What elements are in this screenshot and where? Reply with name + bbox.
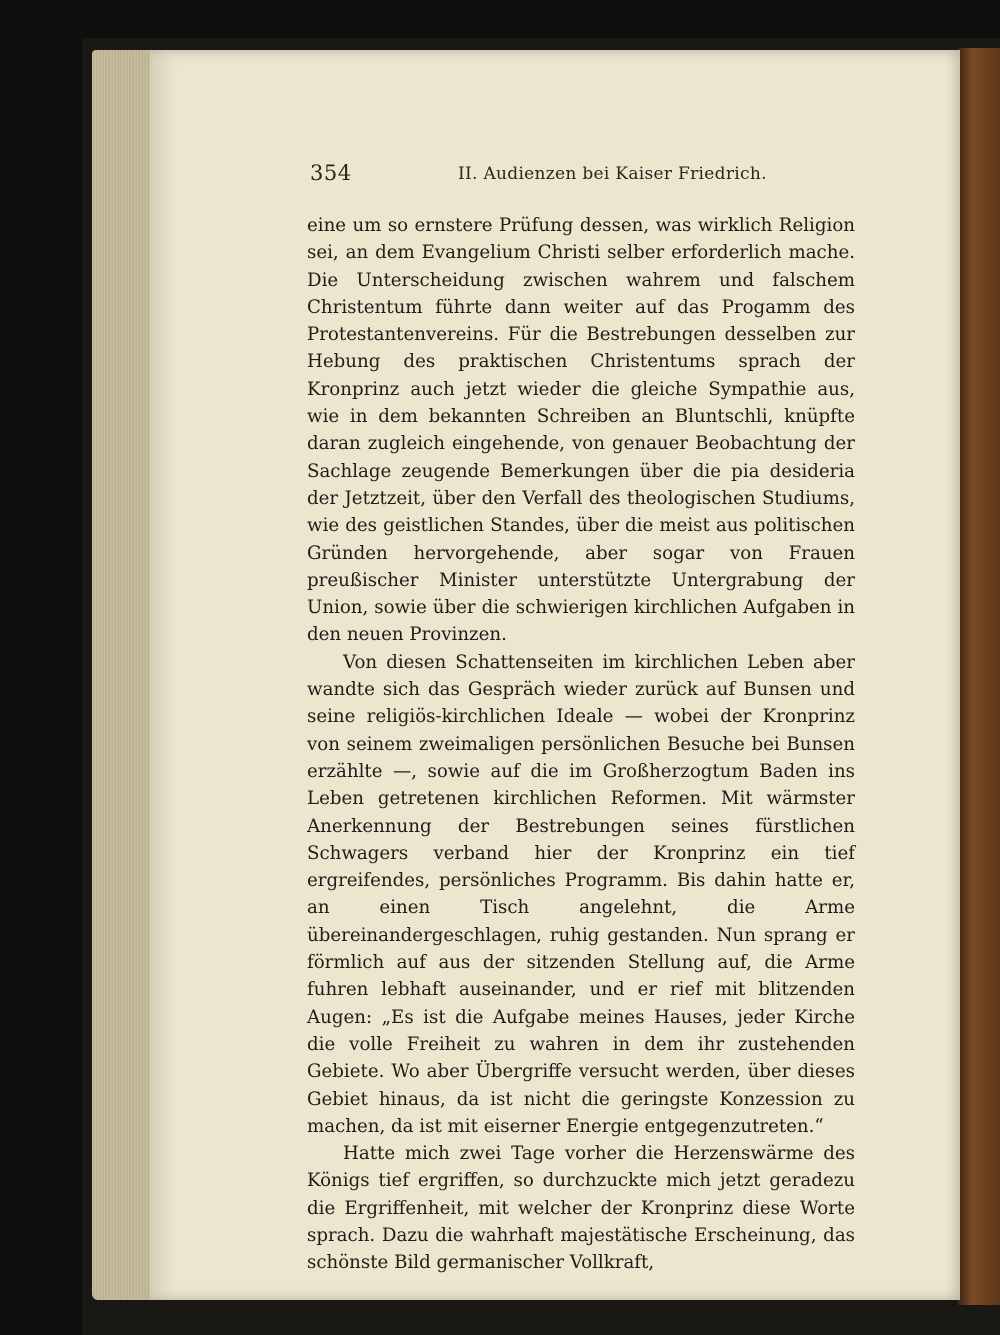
body-text	[307, 212, 855, 1277]
page-header	[310, 161, 870, 191]
book-cover-edge	[958, 48, 1000, 1305]
paragraph-3: Hatte mich zwei Tage vorher die Herzenswärme des Königs tief ergriffen, so durchzuckte mich jetzt geradezu die Ergriffenheit, mit welcher der Kronprinz diese Worte sprach. Dazu die wahrhaft majestätische Erscheinung, das schönste Bild germanischer Vollkraft,	[307, 1143, 855, 1274]
running-head: II. Audienzen bei Kaiser Friedrich.	[458, 164, 767, 184]
paragraph-1: eine um so ernstere Prüfung dessen, was wirklich Religion sei, an dem Evangelium Christi selber erforderlich mache. Die Unterscheidung zwischen wahrem und falschem Christentum führte dann weiter auf das Progamm des Protestantenvereins. Für die Bestrebungen desselben zur Hebung des praktischen Christentums sprach der Kronprinz auch jetzt wieder die gleiche Sympathie aus, wie in dem bekannten Schreiben an Bluntschli, knüpfte daran zugleich eingehende, von genauer Beobachtung der Sachlage zeugende Bemerkungen über die pia desideria der Jetztzeit, über den Verfall des theologischen Studiums, wie des geistlichen Standes, über die meist aus politischen Gründen hervorgehende, aber sogar von Frauen preußischer Minister unterstützte Untergrabung der Union, sowie über die schwierigen kirchlichen Aufgaben in den neuen Provinzen.	[307, 215, 855, 646]
page-number: 354	[310, 161, 352, 185]
paragraph-2: Von diesen Schattenseiten im kirchlichen Leben aber wandte sich das Gespräch wieder zurück auf Bunsen und seine religiös-kirchlichen Ideale — wobei der Kronprinz von seinem zweimaligen persönlichen Besuche bei Bunsen erzählte —, sowie auf die im Großherzogtum Baden ins Leben getretenen kirchlichen Reformen. Mit wärmster Anerkennung der Bestrebungen seines fürstlichen Schwagers verband hier der Kronprinz ein tief ergreifendes, persönliches Programm. Bis dahin hatte er, an einen Tisch angelehnt, die Arme übereinandergeschlagen, ruhig gestanden. Nun sprang er förmlich auf aus der sitzenden Stellung auf, die Arme fuhren lebhaft auseinander, und er rief mit blitzenden Augen: „Es ist die Aufgabe meines Hauses, jeder Kirche die volle Freiheit zu wahren in dem ihr zustehenden Gebiete. Wo aber Übergriffe versucht werden, über dieses Gebiet hinaus, da ist nicht die geringste Konzession zu machen, da ist mit eiserner Energie entgegenzutreten.“	[307, 651, 855, 1137]
